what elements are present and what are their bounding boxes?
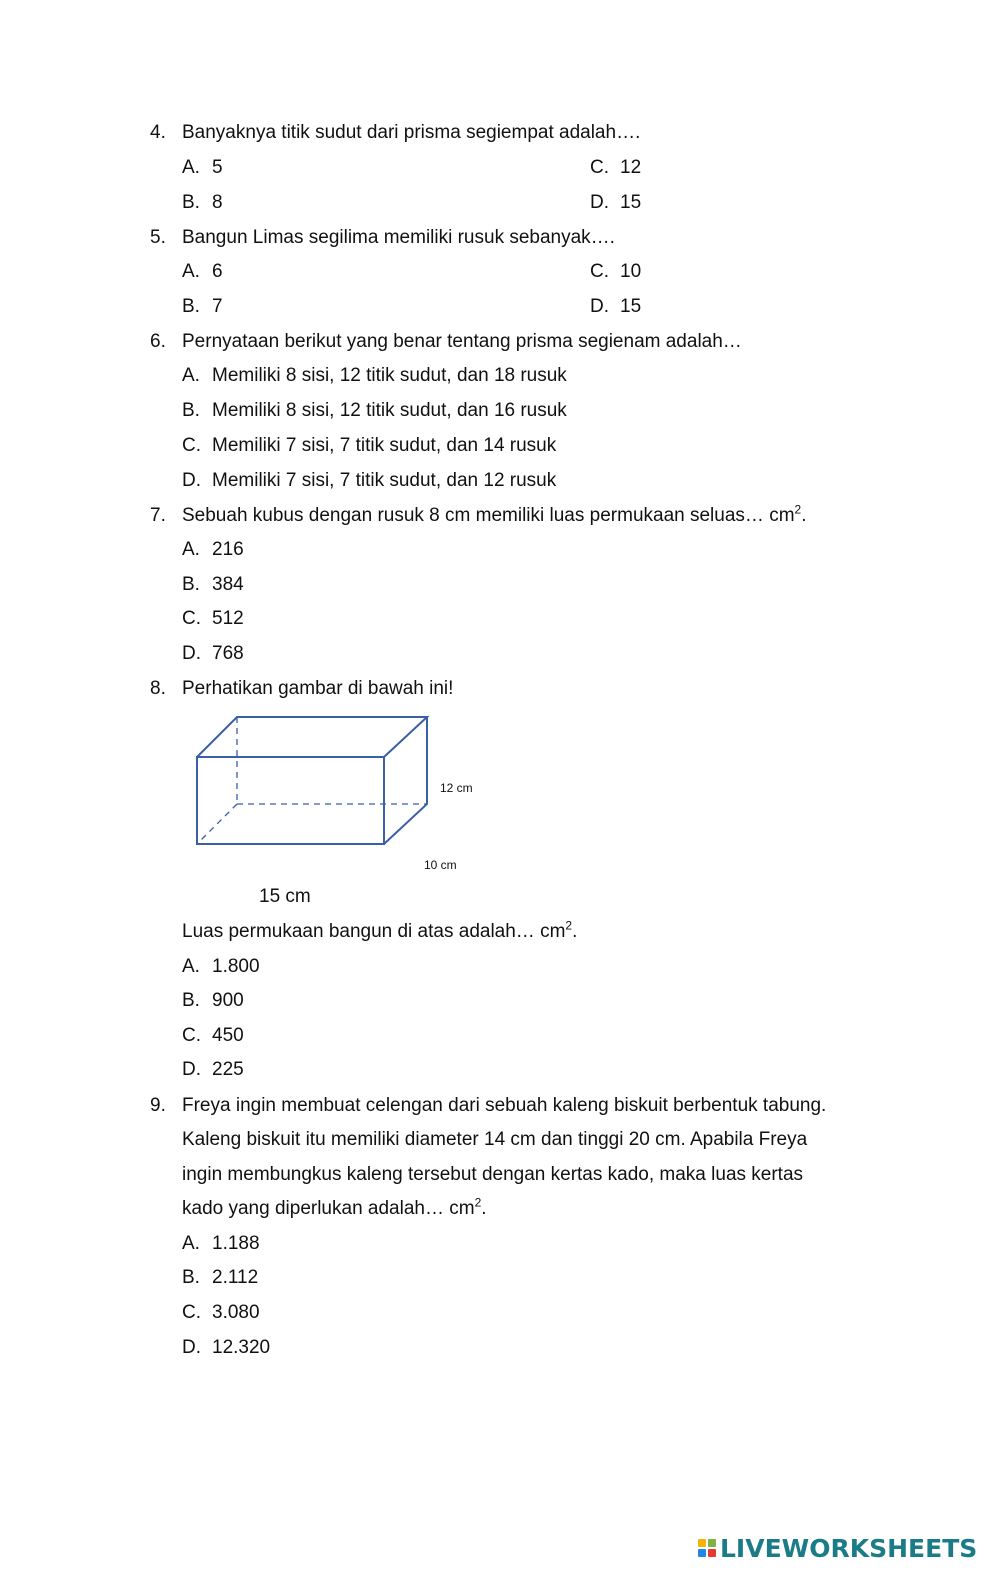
question-8-option-b[interactable]: B. 900 xyxy=(182,990,244,1011)
question-6-text: Pernyataan berikut yang benar tentang prisma segienam adalah… xyxy=(182,331,742,352)
question-5-option-c[interactable]: C. 10 xyxy=(590,261,642,282)
cuboid-hidden-edge-depth xyxy=(197,804,237,844)
cuboid-height-label: 12 cm xyxy=(440,781,473,795)
question-4-option-c[interactable]: C. 12 xyxy=(590,157,642,178)
question-4-option-a[interactable]: A. 5 xyxy=(182,157,223,178)
question-5-number: 5. xyxy=(150,227,166,248)
question-8-text: Perhatikan gambar di bawah ini! xyxy=(182,678,454,699)
question-7-number: 7. xyxy=(150,505,166,526)
question-5-text: Bangun Limas segilima memiliki rusuk sebanyak…. xyxy=(182,227,615,248)
question-9-line-3: ingin membungkus kaleng tersebut dengan kertas kado, maka luas kertas xyxy=(182,1164,804,1185)
question-4-number: 4. xyxy=(150,122,166,143)
question-5-option-d[interactable]: D. 15 xyxy=(590,296,642,317)
question-9-line-1: Freya ingin membuat celengan dari sebuah kaleng biskuit berbentuk tabung. xyxy=(182,1095,827,1116)
cuboid-top-face xyxy=(197,717,427,757)
question-8-option-a[interactable]: A. 1.800 xyxy=(182,956,260,977)
question-4-option-b[interactable]: B. 8 xyxy=(182,192,223,213)
question-4-text: Banyaknya titik sudut dari prisma segiempat adalah…. xyxy=(182,122,641,143)
logo-grid-icon xyxy=(698,1539,716,1557)
question-8-option-d[interactable]: D. 225 xyxy=(182,1059,244,1080)
question-4-option-d[interactable]: D. 15 xyxy=(590,192,642,213)
liveworksheets-logo xyxy=(698,1533,977,1563)
question-8-prompt: Luas permukaan bangun di atas adalah… $cm^2$. xyxy=(182,918,578,942)
question-5-option-a[interactable]: A. 6 xyxy=(182,261,223,282)
question-8-number: 8. xyxy=(150,678,166,699)
logo-text: LIVEWORKSHEETS xyxy=(720,1533,978,1563)
question-9-option-a[interactable]: A. 1.188 xyxy=(182,1233,260,1254)
question-9-option-d[interactable]: D. 12.320 xyxy=(182,1337,271,1358)
question-9-option-c[interactable]: C. 3.080 xyxy=(182,1302,260,1323)
question-6-option-b[interactable]: B. Memiliki 8 sisi, 12 titik sudut, dan 16 rusuk xyxy=(182,400,567,421)
question-9-option-b[interactable]: B. 2.112 xyxy=(182,1267,259,1288)
question-8-option-c[interactable]: C. 450 xyxy=(182,1025,244,1046)
question-6-option-c[interactable]: C. Memiliki 7 sisi, 7 titik sudut, dan 14 rusuk xyxy=(182,435,557,456)
cuboid-length-label: 15 cm xyxy=(259,886,311,907)
question-7-option-c[interactable]: C. 512 xyxy=(182,608,244,629)
question-5-option-b[interactable]: B. 7 xyxy=(182,296,223,317)
question-9-line-4: kado yang diperlukan adalah… $cm^2$. xyxy=(182,1195,487,1219)
question-6-number: 6. xyxy=(150,331,166,352)
cuboid-figure xyxy=(190,710,440,855)
question-6-option-a[interactable]: A. Memiliki 8 sisi, 12 titik sudut, dan 18 rusuk xyxy=(182,365,567,386)
question-7-option-a[interactable]: A. 216 xyxy=(182,539,244,560)
unit-exponent: 2 xyxy=(474,1195,482,1210)
question-7-option-b[interactable]: B. 384 xyxy=(182,574,244,595)
question-7-option-d[interactable]: D. 768 xyxy=(182,643,244,664)
unit-exponent: 2 xyxy=(565,918,573,933)
cuboid-width-label: 10 cm xyxy=(424,858,457,872)
question-9-number: 9. xyxy=(150,1095,166,1116)
question-7-text: Sebuah kubus dengan rusuk 8 cm memiliki luas permukaan seluas… $cm^2$. xyxy=(182,502,807,526)
question-9-line-2: Kaleng biskuit itu memiliki diameter 14 cm dan tinggi 20 cm. Apabila Freya xyxy=(182,1129,808,1150)
question-6-option-d[interactable]: D. Memiliki 7 sisi, 7 titik sudut, dan 12 rusuk xyxy=(182,470,557,491)
unit-exponent: 2 xyxy=(794,502,802,517)
cuboid-front-face xyxy=(197,757,384,844)
